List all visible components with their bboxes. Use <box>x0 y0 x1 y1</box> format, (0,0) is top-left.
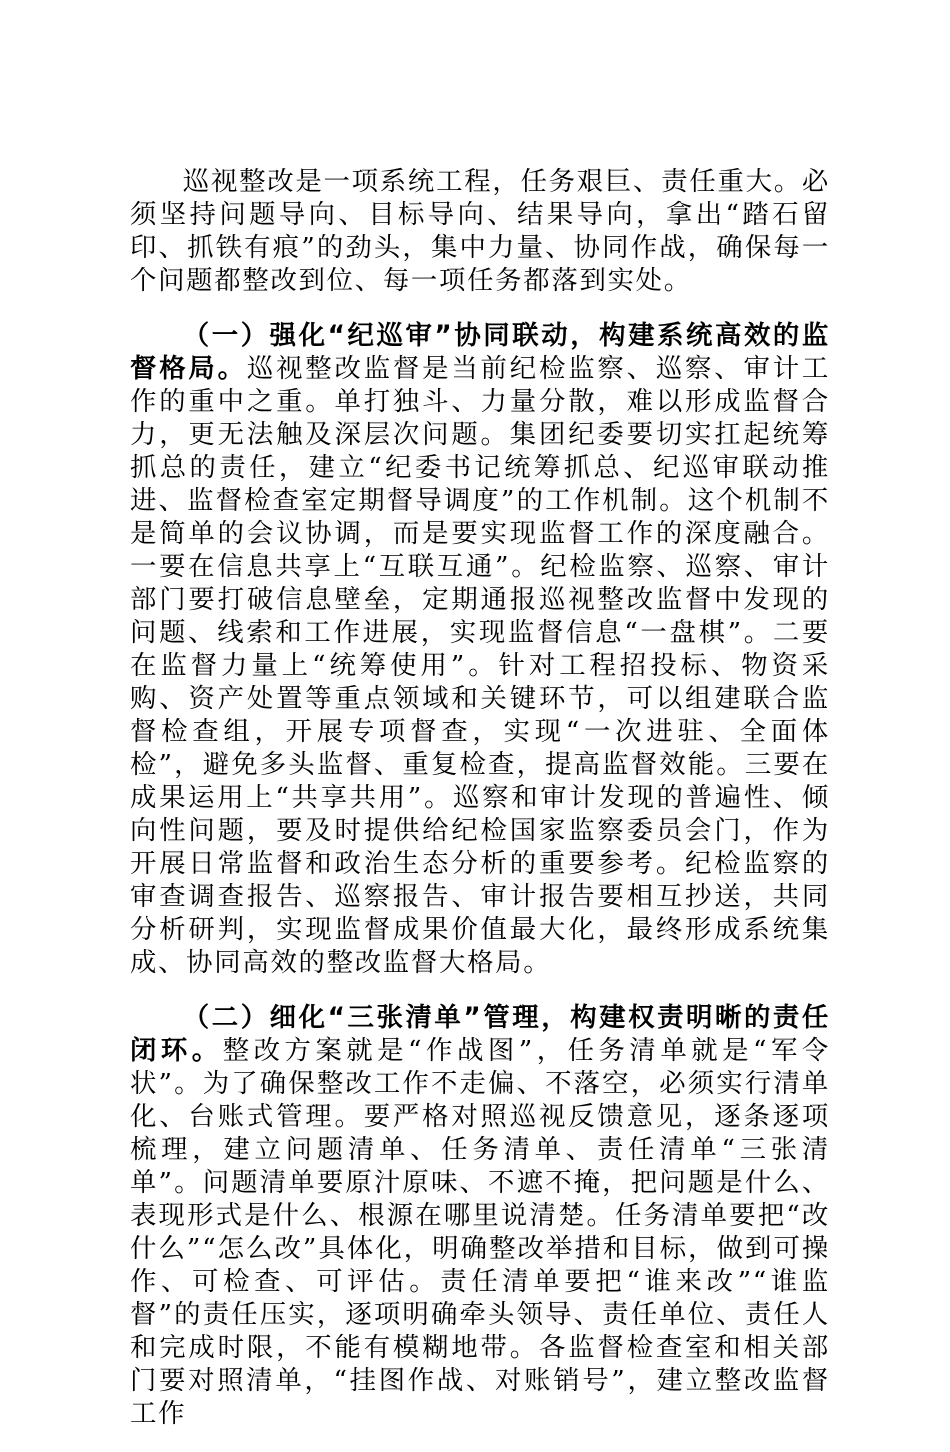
document-page <box>130 165 830 1452</box>
section-two-heading: （二）细化“三张清单”管理，构建权责明晰的责任闭环。 <box>130 1002 830 1066</box>
intro-paragraph-text: 巡视整改是一项系统工程，任务艰巨、责任重大。必须坚持问题导向、目标导向、结果导向，拿出“踏石留印、抓铁有痕”的劲头，集中力量、协同作战，确保每一个问题都整改到位、每一项任务都落到实处。 <box>130 166 830 296</box>
section-two-paragraph <box>130 1001 830 1430</box>
section-one-body: 巡视整改监督是当前纪检监察、巡察、审计工作的重中之重。单打独斗、力量分散，难以形成监督合力，更无法触及深层次问题。集团纪委要切实扛起统筹抓总的责任，建立“纪委书记统筹抓总、纪巡审联动推进、监督检查室定期督导调度”的工作机制。这个机制不是简单的会议协调，而是要实现监督工作的深度融合。一要在信息共享上“互联互通”。纪检监察、巡察、审计部门要打破信息壁垒，定期通报巡视整改监督中发现的问题、线索和工作进展，实现监督信息“一盘棋”。二要在监督力量上“统筹使用”。针对工程招投标、物资采购、资产处置等重点领域和关键环节，可以组建联合监督检查组，开展专项督查，实现“一次进驻、全面体检”，避免多头监督、重复检查，提高监督效能。三要在成果运用上“共享共用”。巡察和审计发现的普遍性、倾向性问题，要及时提供给纪检国家监察委员会门，作为开展日常监督和政治生态分析的重要参考。纪检监察的审查调查报告、巡察报告、审计报告要相互抄送，共同分析研判，实现监督成果价值最大化，最终形成系统集成、协同高效的整改监督大格局。 <box>130 353 830 978</box>
section-one-heading: （一）强化“纪巡审”协同联动，构建系统高效的监督格局。 <box>130 320 830 384</box>
section-two-body: 整改方案就是“作战图”，任务清单就是“军令状”。为了确保整改工作不走偏、不落空，必须实行清单化、台账式管理。要严格对照巡视反馈意见，逐条逐项梳理，建立问题清单、任务清单、责任清单“三张清单”。问题清单要原汁原味、不遮不掩，把问题是什么、表现形式是什么、根源在哪里说清楚。任务清单要把“改什么”“怎么改”具体化，明确整改举措和目标，做到可操作、可检查、可评估。责任清单要把“谁来改”“谁监督”的责任压实，逐项明确牵头领导、责任单位、责任人和完成时限，不能有模糊地带。各监督检查室和相关部门要对照清单，“挂图作战、对账销号”，建立整改监督工作 <box>130 1035 830 1429</box>
intro-paragraph <box>130 165 830 297</box>
section-one-paragraph <box>130 319 830 979</box>
